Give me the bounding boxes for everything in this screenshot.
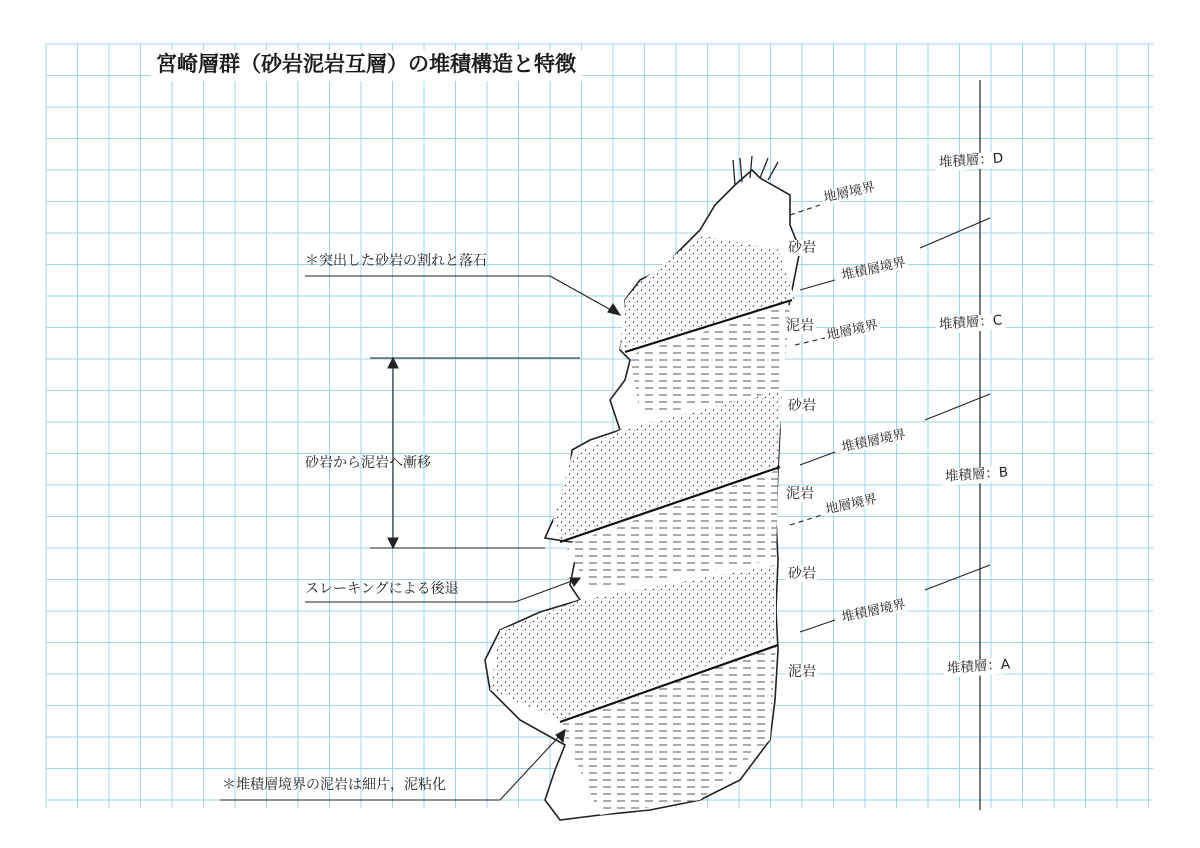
- rock-label-mudstone-top: 泥岩: [786, 318, 814, 334]
- rock-label-mudstone-low: 泥岩: [788, 664, 816, 680]
- layer-label-d: 堆積層：D: [935, 151, 1006, 171]
- mudstone-note-annotation: ＊堆積層境界の泥岩は細片，泥粘化: [222, 777, 446, 793]
- dep-boundary-label-2: 堆積層境界: [840, 427, 908, 456]
- layer-label-b: 堆積層：B: [941, 465, 1011, 485]
- dep-boundary-label-3: 堆積層境界: [840, 597, 908, 626]
- rockfall-annotation: ＊突出した砂岩の割れと落石: [305, 253, 487, 269]
- geo-boundary-label-1: 地層境界: [822, 179, 877, 206]
- rock-label-sandstone-top: 砂岩: [788, 240, 816, 256]
- dep-boundary-label-1: 堆積層境界: [840, 255, 908, 284]
- slaking-arrow: [515, 578, 580, 602]
- geo-boundary-label-2: 地層境界: [825, 317, 880, 344]
- page-title: 宮崎層群（砂岩泥岩互層）の堆積構造と特徴: [150, 50, 582, 81]
- slaking-annotation: スレーキングによる後退: [305, 581, 459, 597]
- layer-label-c: 堆積層：C: [935, 313, 1005, 333]
- rock-label-sandstone-mid: 砂岩: [788, 398, 816, 414]
- layer-label-a: 堆積層：A: [943, 657, 1013, 677]
- geo-boundary-label-3: 地層境界: [824, 491, 879, 518]
- rock-label-sandstone-low: 砂岩: [788, 566, 816, 582]
- gradation-annotation: 砂岩から泥岩へ漸移: [305, 455, 431, 471]
- rock-label-mudstone-mid: 泥岩: [786, 486, 814, 502]
